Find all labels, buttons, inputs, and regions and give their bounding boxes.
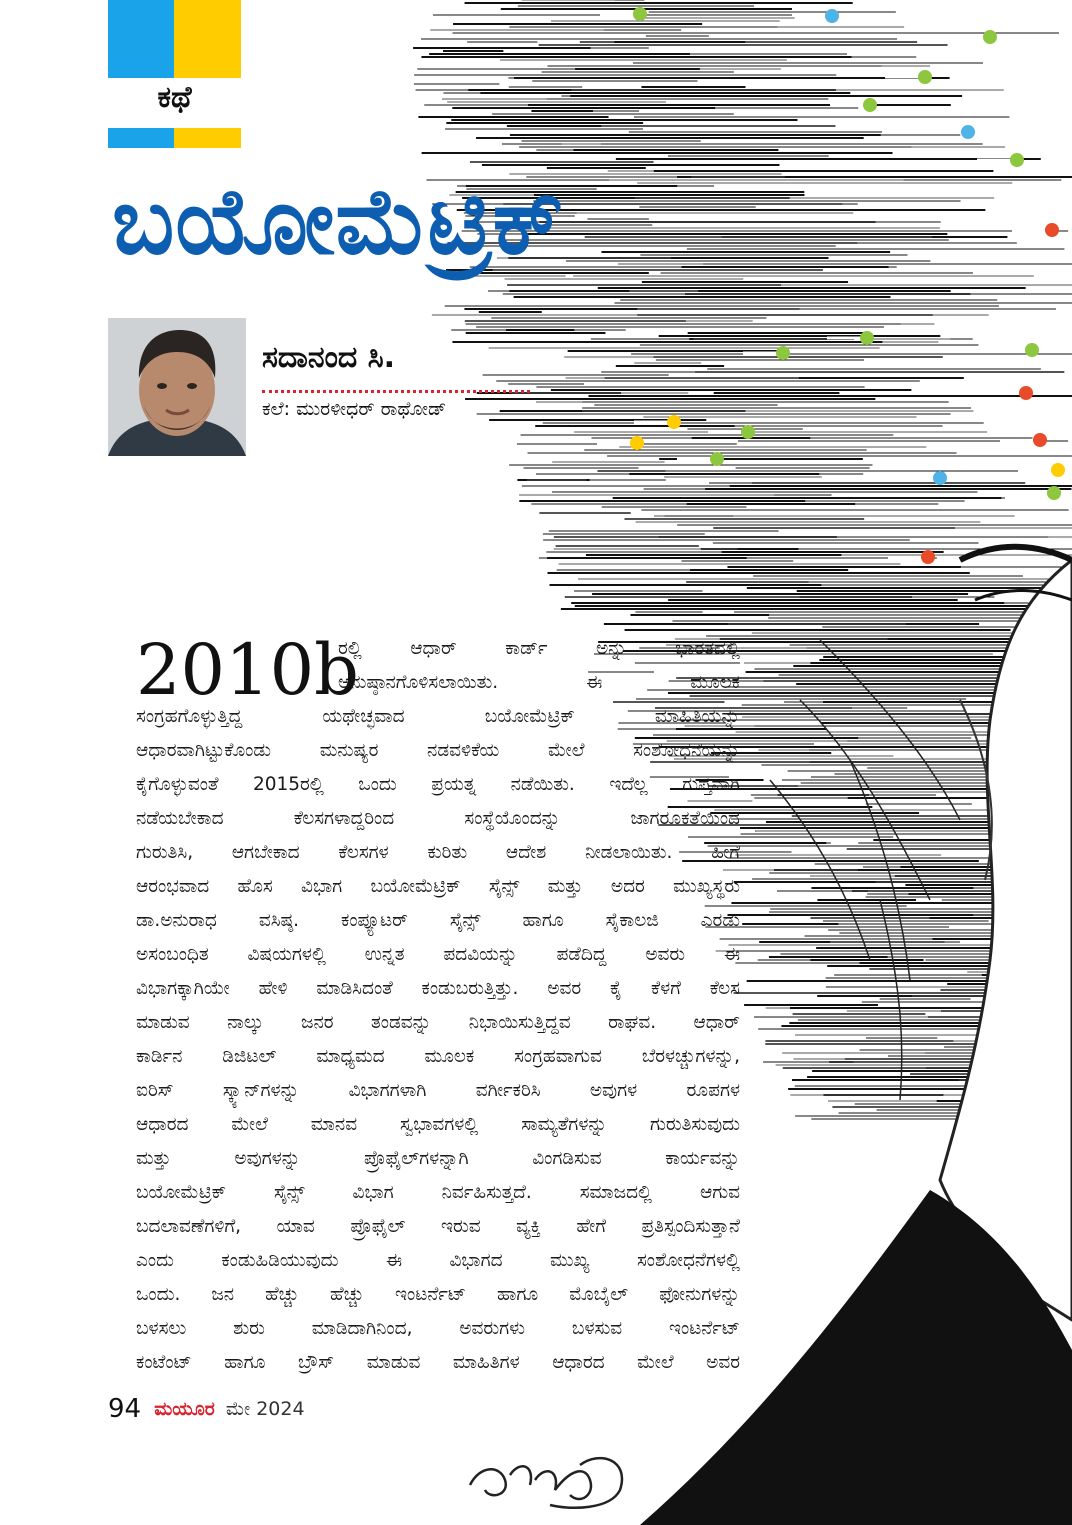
page-footer (108, 1394, 305, 1426)
page-number: 94 (108, 1394, 142, 1424)
category-block (108, 0, 241, 150)
body-line: ರಲ್ಲಿ ಆಧಾರ್ ಕಾರ್ಡ್ ಅನ್ನು ಭಾರತದಲ್ಲಿ (338, 638, 740, 659)
body-line: ಗುರುತಿಸಿ, ಆಗಬೇಕಾದ ಕೆಲಸಗಳ ಕುರಿತು ಆದೇಶ ನೀಡಲಾಯಿತು. ಹೀಗೆ (136, 842, 740, 863)
body-line: ಕಾರ್ಡಿನ ಡಿಜಿಟಲ್ ಮಾಧ್ಯಮದ ಮೂಲಕ ಸಂಗ್ರಹವಾಗುವ ಬೆರಳಚ್ಚುಗಳನ್ನು, (136, 1046, 740, 1067)
body-line: ಅನುಷ್ಠಾನಗೊಳಿಸಲಾಯಿತು. ಈ ಮೂಲಕ (338, 672, 740, 693)
body-line: ಕಂಟೆಂಟ್ ಹಾಗೂ ಬ್ರೌಸ್ ಮಾಡುವ ಮಾಹಿತಿಗಳ ಆಧಾರದ ಮೇಲೆ ಅವರ (136, 1352, 740, 1373)
body-line: ಬದಲಾವಣೆಗಳಿಗೆ, ಯಾವ ಪ್ರೊಫೈಲ್ ಇರುವ ವ್ಯಕ್ತಿ ಹೇಗೆ ಪ್ರತಿಸ್ಪಂದಿಸುತ್ತಾನೆ (136, 1216, 740, 1237)
body-line: ನಡೆಯಬೇಕಾದ ಕೆಲಸಗಳಾದ್ದರಿಂದ ಸಂಸ್ಥೆಯೊಂದನ್ನು ಜಾಗರೂಕತೆಯಿಂದ (136, 808, 740, 829)
body-line: ಎಂದು ಕಂಡುಹಿಡಿಯುವುದು ಈ ವಿಭಾಗದ ಮುಖ್ಯ ಸಂಶೋಧನೆಗಳಲ್ಲಿ (136, 1250, 740, 1271)
body-line: ಸಂಗ್ರಹಗೊಳ್ಳುತ್ತಿದ್ದ ಯಥೇಚ್ಛವಾದ ಬಯೋಮೆಟ್ರಿಕ್ ಮಾಹಿತಿಯನ್ನು (136, 706, 740, 727)
body-line: ವಿಭಾಗಕ್ಕಾಗಿಯೇ ಹೇಳಿ ಮಾಡಿಸಿದಂತೆ ಕಂಡುಬರುತ್ತಿತ್ತು. ಅವರ ಕೈ ಕೆಳಗೆ ಕೆಲಸ (136, 978, 740, 999)
category-bar-blue (108, 128, 174, 148)
author-photo (108, 318, 246, 456)
story-body (136, 629, 740, 1380)
magazine-logo: ಮಯೂರ (154, 1398, 215, 1420)
body-line: ಒಂದು. ಜನ ಹೆಚ್ಚು ಹೆಚ್ಚು ಇಂಟರ್ನೆಟ್ ಹಾಗೂ ಮೊಬೈಲ್ ಫೋನುಗಳನ್ನು (136, 1284, 740, 1305)
category-label: ಕಥೆ (157, 80, 192, 115)
category-block-yellow (174, 0, 241, 78)
body-line: ಮಾಡುವ ನಾಲ್ಕು ಜನರ ತಂಡವನ್ನು ನಿಭಾಯಿಸುತ್ತಿದ್ದವ ರಾಘವ. ಆಧಾರ್ (136, 1012, 740, 1033)
body-line: ಆಧಾರವಾಗಿಟ್ಟುಕೊಂಡು ಮನುಷ್ಯರ ನಡವಳಿಕೆಯ ಮೇಲೆ ಸಂಶೋಧನೆಯನ್ನು (136, 740, 740, 761)
art-credit: ಕಲೆ: ಮುರಳೀಧರ್ ರಾಥೋಡ್ (262, 398, 447, 420)
category-bar-yellow (174, 128, 241, 148)
body-line: ಬಯೋಮೆಟ್ರಿಕ್ ಸೈನ್ಸ್ ವಿಭಾಗ ನಿರ್ವಹಿಸುತ್ತದೆ. ಸಮಾಜದಲ್ಲಿ ಆಗುವ (136, 1182, 740, 1203)
story-title: ಬಯೋಮೆಟ್ರಿಕ್ (112, 168, 565, 275)
category-block-blue (108, 0, 174, 78)
body-line: ಆರಂಭವಾದ ಹೊಸ ವಿಭಾಗ ಬಯೋಮೆಟ್ರಿಕ್ ಸೈನ್ಸ್ ಮತ್ತು ಅದರ ಮುಖ್ಯಸ್ಥರು (136, 876, 740, 897)
body-line: ಮತ್ತು ಅವುಗಳನ್ನು ಪ್ರೊಫೈಲ್‌ಗಳನ್ನಾಗಿ ವಿಂಗಡಿಸುವ ಕಾರ್ಯವನ್ನು (136, 1148, 740, 1169)
body-line: ಬಳಸಲು ಶುರು ಮಾಡಿದಾಗಿನಿಂದ, ಅವರುಗಳು ಬಳಸುವ ಇಂಟರ್ನೆಟ್ (136, 1318, 740, 1339)
body-line: ಅಸಂಬಂಧಿತ ವಿಷಯಗಳಲ್ಲಿ ಉನ್ನತ ಪದವಿಯನ್ನು ಪಡೆದಿದ್ದ ಅವರು ಈ (136, 944, 740, 965)
author-divider (262, 390, 530, 393)
artist-signature (460, 1445, 640, 1515)
author-name: ಸದಾನಂದ ಸಿ. (262, 340, 396, 375)
drop-cap: 2010b (136, 629, 359, 711)
body-line: ಐರಿಸ್ ಸ್ಕ್ಯಾನ್‌ಗಳನ್ನು ವಿಭಾಗಗಳಾಗಿ ವರ್ಗೀಕರಿಸಿ ಅವುಗಳ ರೂಪಗಳ (136, 1080, 740, 1101)
body-line: ಆಧಾರದ ಮೇಲೆ ಮಾನವ ಸ್ವಭಾವಗಳಲ್ಲಿ ಸಾಮ್ಯತೆಗಳನ್ನು ಗುರುತಿಸುವುದು (136, 1114, 740, 1135)
body-line: ಕೈಗೊಳ್ಳುವಂತೆ 2015ರಲ್ಲಿ ಒಂದು ಪ್ರಯತ್ನ ನಡೆಯಿತು. ಇದೆಲ್ಲ ಗುಪ್ತವಾಗಿ (136, 774, 740, 795)
issue-date: ಮೇ 2024 (225, 1398, 305, 1420)
body-line: ಡಾ.ಅನುರಾಧ ವಸಿಷ್ಠ. ಕಂಪ್ಯೂಟರ್ ಸೈನ್ಸ್ ಹಾಗೂ ಸೈಕಾಲಜಿ ಎರಡು (136, 910, 740, 931)
